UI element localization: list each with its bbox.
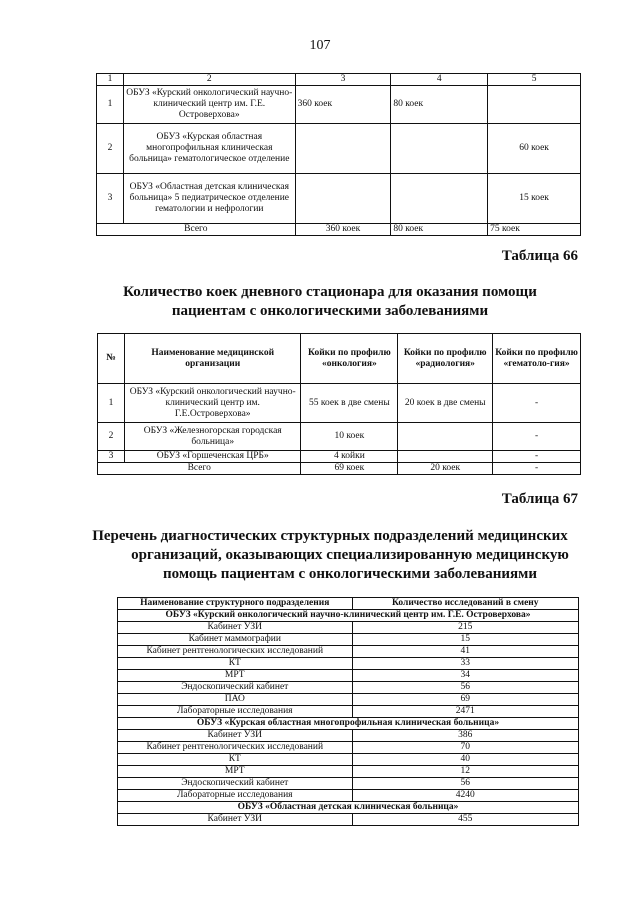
header-cell: 1: [97, 74, 124, 86]
title-line: организаций, оказывающих специализированную медицинскую: [131, 547, 569, 563]
table-row: [118, 634, 579, 646]
org-name: ОБУЗ «Областная детская клиническая больница» 5 педиатрическое отделение гематологии и нефрологии: [123, 174, 295, 224]
total-row: [98, 463, 581, 475]
header-cell: Койки по профилю «онкология»: [301, 334, 398, 384]
org-name: ОБУЗ «Горшеченская ЦРБ»: [124, 451, 301, 463]
unit-value: 455: [352, 814, 578, 826]
unit-name: МРТ: [118, 766, 353, 778]
cell-value: -: [493, 423, 581, 451]
unit-value: 41: [352, 646, 578, 658]
table-row: [118, 766, 579, 778]
table-row: [118, 814, 579, 826]
table-row: [118, 730, 579, 742]
cell-value: 20 коек в две смены: [398, 384, 493, 423]
cell-value: [398, 451, 493, 463]
cell-value: [398, 423, 493, 451]
header-cell: Койки по профилю «радиология»: [398, 334, 493, 384]
total-label: Всего: [98, 463, 301, 475]
unit-name: Лабораторные исследования: [118, 706, 353, 718]
table-row: [98, 451, 581, 463]
total-value: 20 коек: [398, 463, 493, 475]
org-name: ОБУЗ «Курский онкологический научно-клинический центр им. Г.Е. Островерхова»: [123, 86, 295, 124]
table-row: [97, 124, 581, 174]
unit-value: 15: [352, 634, 578, 646]
unit-name: Эндоскопический кабинет: [118, 682, 353, 694]
cell-value: 10 коек: [301, 423, 398, 451]
cell-value: 80 коек: [391, 86, 488, 124]
total-value: 80 коек: [391, 224, 488, 236]
unit-name: Кабинет УЗИ: [118, 814, 353, 826]
continuation-table: [96, 73, 581, 236]
cell-value: [391, 174, 488, 224]
page-number: 107: [309, 38, 331, 53]
cell-value: 360 коек: [295, 86, 391, 124]
title-line: пациентам с онкологическими заболеваниями: [171, 303, 489, 319]
table-row: [118, 658, 579, 670]
header-cell: 3: [295, 74, 391, 86]
row-number: 1: [98, 384, 125, 423]
header-cell: Койки по профилю «гематоло-гия»: [493, 334, 581, 384]
unit-value: 2471: [352, 706, 578, 718]
unit-name: Лабораторные исследования: [118, 790, 353, 802]
unit-name: Кабинет рентгенологических исследований: [118, 646, 353, 658]
org-row: [118, 802, 579, 814]
table-row: [118, 646, 579, 658]
unit-name: Кабинет УЗИ: [118, 730, 353, 742]
row-number: 3: [97, 174, 124, 224]
total-value: -: [493, 463, 581, 475]
cell-value: 60 коек: [488, 124, 581, 174]
table-header-row: [118, 598, 579, 610]
unit-value: 12: [352, 766, 578, 778]
table-row: [97, 174, 581, 224]
table-row: [118, 742, 579, 754]
row-number: 2: [98, 423, 125, 451]
unit-value: 33: [352, 658, 578, 670]
unit-value: 215: [352, 622, 578, 634]
total-value: 360 коек: [295, 224, 391, 236]
org-header: ОБУЗ «Курская областная многопрофильная клиническая больница»: [118, 718, 579, 730]
unit-value: 70: [352, 742, 578, 754]
table-66: [97, 333, 581, 475]
table-row: [118, 622, 579, 634]
header-cell: 4: [391, 74, 488, 86]
unit-name: Эндоскопический кабинет: [118, 778, 353, 790]
unit-value: 56: [352, 682, 578, 694]
unit-name: МРТ: [118, 670, 353, 682]
table-row: [118, 790, 579, 802]
org-name: ОБУЗ «Железногорская городская больница»: [124, 423, 301, 451]
org-header: ОБУЗ «Областная детская клиническая больница»: [118, 802, 579, 814]
unit-name: Кабинет рентгенологических исследований: [118, 742, 353, 754]
header-cell: Наименование структурного подразделения: [118, 598, 353, 610]
row-number: 2: [97, 124, 124, 174]
title-line: Количество коек дневного стационара для оказания помощи: [123, 284, 537, 300]
row-number: 3: [98, 451, 125, 463]
table-row: [118, 706, 579, 718]
table-row: [118, 670, 579, 682]
unit-name: ПАО: [118, 694, 353, 706]
org-name: ОБУЗ «Курская областная многопрофильная клиническая больница» гематологическое отделение: [123, 124, 295, 174]
table-row: [98, 384, 581, 423]
cell-value: 4 койки: [301, 451, 398, 463]
table-header-row: [98, 334, 581, 384]
unit-name: КТ: [118, 658, 353, 670]
table-row: [118, 754, 579, 766]
total-label: Всего: [97, 224, 296, 236]
unit-value: 69: [352, 694, 578, 706]
table-row: [118, 694, 579, 706]
unit-name: Кабинет маммографии: [118, 634, 353, 646]
table-row: [98, 423, 581, 451]
header-cell: Количество исследований в смену: [352, 598, 578, 610]
table-header-row: [97, 74, 581, 86]
title-line: Перечень диагностических структурных подразделений медицинских: [92, 528, 568, 544]
header-cell: 5: [488, 74, 581, 86]
table-row: [97, 86, 581, 124]
table-row: [118, 682, 579, 694]
cell-value: [295, 124, 391, 174]
cell-value: -: [493, 384, 581, 423]
total-value: 69 коек: [301, 463, 398, 475]
cell-value: 15 коек: [488, 174, 581, 224]
table-67: [117, 597, 579, 826]
unit-value: 34: [352, 670, 578, 682]
cell-value: [488, 86, 581, 124]
header-cell: Наименование медицинской организации: [124, 334, 301, 384]
unit-value: 4240: [352, 790, 578, 802]
title-line: помощь пациентам с онкологическими заболеваниями: [162, 566, 538, 582]
org-row: [118, 718, 579, 730]
header-cell: №: [98, 334, 125, 384]
cell-value: 55 коек в две смены: [301, 384, 398, 423]
unit-value: 386: [352, 730, 578, 742]
unit-name: Кабинет УЗИ: [118, 622, 353, 634]
org-header: ОБУЗ «Курский онкологический научно-клинический центр им. Г.Е. Островерхова»: [118, 610, 579, 622]
table-67-title: [40, 527, 620, 584]
unit-name: КТ: [118, 754, 353, 766]
unit-value: 56: [352, 778, 578, 790]
table-66-title: [60, 283, 600, 321]
org-name: ОБУЗ «Курский онкологический научно-клинический центр им. Г.Е.Островерхова»: [124, 384, 301, 423]
row-number: 1: [97, 86, 124, 124]
org-row: [118, 610, 579, 622]
cell-value: -: [493, 451, 581, 463]
total-value: 75 коек: [488, 224, 581, 236]
total-row: [97, 224, 581, 236]
table-row: [118, 778, 579, 790]
cell-value: [391, 124, 488, 174]
table-66-label: Таблица 66: [501, 248, 578, 264]
cell-value: [295, 174, 391, 224]
unit-value: 40: [352, 754, 578, 766]
header-cell: 2: [123, 74, 295, 86]
table-67-label: Таблица 67: [501, 491, 578, 507]
